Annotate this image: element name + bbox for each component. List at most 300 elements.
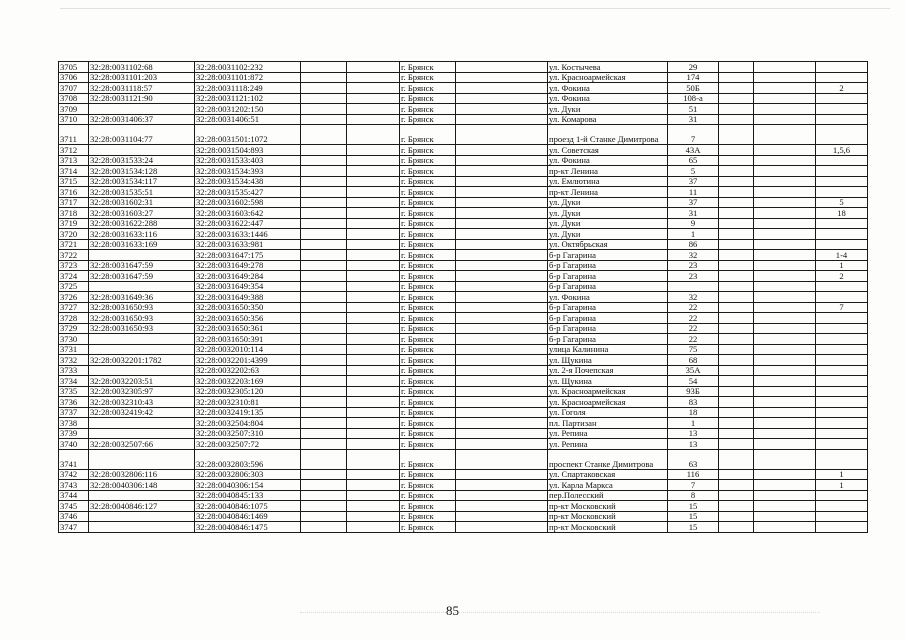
empty-cell	[754, 208, 816, 219]
street-cell: ул. Гоголя	[548, 407, 668, 418]
table-row	[59, 386, 868, 397]
empty-cell	[347, 302, 400, 313]
empty-cell	[719, 62, 754, 73]
land-cadastral-number: 32:28:0031650:93	[89, 323, 195, 334]
row-number: 3721	[59, 239, 89, 250]
city-cell: г. Брянск	[400, 418, 456, 429]
empty-cell	[347, 376, 400, 387]
empty-cell	[754, 197, 816, 208]
object-cadastral-number: 32:28:0040846:1469	[195, 511, 301, 522]
empty-cell	[719, 511, 754, 522]
house-cell: 108-а	[668, 93, 719, 104]
empty-cell	[301, 449, 347, 469]
empty-cell	[719, 469, 754, 480]
table-row	[59, 355, 868, 366]
city-cell: г. Брянск	[400, 313, 456, 324]
land-cadastral-number: 32:28:0031534:128	[89, 166, 195, 177]
land-cadastral-number: 32:28:0031647:59	[89, 271, 195, 282]
table-row	[59, 449, 868, 469]
empty-cell	[456, 145, 548, 156]
flat-cell	[816, 155, 868, 166]
street-cell: ул. Фокина	[548, 83, 668, 94]
city-cell: г. Брянск	[400, 355, 456, 366]
empty-cell	[456, 511, 548, 522]
house-cell: 35А	[668, 365, 719, 376]
row-number: 3707	[59, 83, 89, 94]
empty-cell	[301, 439, 347, 450]
city-cell: г. Брянск	[400, 490, 456, 501]
object-cadastral-number: 32:28:0031501:1072	[195, 125, 301, 145]
table-row	[59, 239, 868, 250]
row-number: 3711	[59, 125, 89, 145]
city-cell: г. Брянск	[400, 114, 456, 125]
object-cadastral-number: 32:28:0031650:391	[195, 334, 301, 345]
empty-cell	[347, 187, 400, 198]
empty-cell	[754, 439, 816, 450]
flat-cell	[816, 292, 868, 303]
empty-cell	[456, 449, 548, 469]
empty-cell	[347, 271, 400, 282]
row-number: 3717	[59, 197, 89, 208]
object-cadastral-number: 32:28:0031649:278	[195, 260, 301, 271]
empty-cell	[719, 239, 754, 250]
object-cadastral-number: 32:28:0032803:596	[195, 449, 301, 469]
table-row	[59, 260, 868, 271]
empty-cell	[754, 376, 816, 387]
house-cell: 15	[668, 501, 719, 512]
street-cell: б-р Гагарина	[548, 250, 668, 261]
land-cadastral-number	[89, 145, 195, 156]
house-cell: 31	[668, 114, 719, 125]
street-cell: ул. Дуки	[548, 218, 668, 229]
empty-cell	[754, 250, 816, 261]
land-cadastral-number	[89, 281, 195, 292]
empty-cell	[301, 469, 347, 480]
flat-cell	[816, 323, 868, 334]
house-cell: 22	[668, 334, 719, 345]
street-cell: б-р Гагарина	[548, 281, 668, 292]
empty-cell	[754, 218, 816, 229]
empty-cell	[456, 344, 548, 355]
row-number: 3712	[59, 145, 89, 156]
land-cadastral-number: 32:28:0031649:36	[89, 292, 195, 303]
house-cell: 22	[668, 323, 719, 334]
house-cell: 37	[668, 176, 719, 187]
street-cell: ул. Карла Маркса	[548, 480, 668, 491]
house-cell: 8	[668, 490, 719, 501]
row-number: 3730	[59, 334, 89, 345]
table-row	[59, 501, 868, 512]
city-cell: г. Брянск	[400, 239, 456, 250]
table-row	[59, 511, 868, 522]
table-row	[59, 104, 868, 115]
row-number: 3715	[59, 176, 89, 187]
street-cell: ул. Фокина	[548, 93, 668, 104]
empty-cell	[301, 334, 347, 345]
empty-cell	[719, 83, 754, 94]
flat-cell	[816, 229, 868, 240]
empty-cell	[347, 418, 400, 429]
empty-cell	[719, 376, 754, 387]
land-cadastral-number: 32:28:0032201:1782	[89, 355, 195, 366]
register-body	[59, 62, 868, 533]
empty-cell	[347, 313, 400, 324]
empty-cell	[754, 302, 816, 313]
empty-cell	[456, 469, 548, 480]
empty-cell	[301, 386, 347, 397]
empty-cell	[719, 72, 754, 83]
object-cadastral-number: 32:28:0031602:598	[195, 197, 301, 208]
street-cell: ул. Емлютина	[548, 176, 668, 187]
empty-cell	[754, 428, 816, 439]
city-cell: г. Брянск	[400, 93, 456, 104]
flat-cell	[816, 72, 868, 83]
street-cell: б-р Гагарина	[548, 271, 668, 282]
object-cadastral-number: 32:28:0040846:1475	[195, 522, 301, 533]
empty-cell	[456, 239, 548, 250]
empty-cell	[301, 397, 347, 408]
row-number: 3725	[59, 281, 89, 292]
empty-cell	[456, 104, 548, 115]
land-cadastral-number: 32:28:0031633:169	[89, 239, 195, 250]
city-cell: г. Брянск	[400, 501, 456, 512]
empty-cell	[301, 313, 347, 324]
empty-cell	[754, 344, 816, 355]
flat-cell	[816, 365, 868, 376]
empty-cell	[456, 250, 548, 261]
empty-cell	[347, 365, 400, 376]
city-cell: г. Брянск	[400, 292, 456, 303]
row-number: 3741	[59, 449, 89, 469]
land-cadastral-number: 32:28:0031101:203	[89, 72, 195, 83]
object-cadastral-number: 32:28:0032507:310	[195, 428, 301, 439]
empty-cell	[301, 208, 347, 219]
land-cadastral-number	[89, 250, 195, 261]
empty-cell	[347, 511, 400, 522]
empty-cell	[347, 397, 400, 408]
house-cell: 13	[668, 439, 719, 450]
empty-cell	[754, 145, 816, 156]
empty-cell	[754, 281, 816, 292]
empty-cell	[347, 155, 400, 166]
house-cell: 23	[668, 260, 719, 271]
table-row	[59, 197, 868, 208]
empty-cell	[719, 114, 754, 125]
street-cell: ул. Дуки	[548, 197, 668, 208]
empty-cell	[301, 229, 347, 240]
object-cadastral-number: 32:28:0031650:361	[195, 323, 301, 334]
table-row	[59, 114, 868, 125]
city-cell: г. Брянск	[400, 250, 456, 261]
house-cell: 11	[668, 187, 719, 198]
row-number: 3718	[59, 208, 89, 219]
empty-cell	[719, 449, 754, 469]
table-row	[59, 344, 868, 355]
empty-cell	[301, 187, 347, 198]
empty-cell	[456, 83, 548, 94]
row-number: 3745	[59, 501, 89, 512]
row-number: 3737	[59, 407, 89, 418]
empty-cell	[754, 271, 816, 282]
house-cell: 86	[668, 239, 719, 250]
empty-cell	[456, 439, 548, 450]
empty-cell	[719, 355, 754, 366]
city-cell: г. Брянск	[400, 281, 456, 292]
flat-cell	[816, 104, 868, 115]
empty-cell	[719, 208, 754, 219]
empty-cell	[301, 104, 347, 115]
empty-cell	[456, 376, 548, 387]
land-cadastral-number: 32:28:0031633:116	[89, 229, 195, 240]
empty-cell	[347, 197, 400, 208]
empty-cell	[301, 480, 347, 491]
empty-cell	[754, 187, 816, 198]
city-cell: г. Брянск	[400, 125, 456, 145]
empty-cell	[347, 104, 400, 115]
flat-cell	[816, 313, 868, 324]
row-number: 3743	[59, 480, 89, 491]
empty-cell	[301, 490, 347, 501]
row-number: 3723	[59, 260, 89, 271]
empty-cell	[754, 490, 816, 501]
flat-cell	[816, 386, 868, 397]
empty-cell	[754, 522, 816, 533]
empty-cell	[301, 292, 347, 303]
city-cell: г. Брянск	[400, 469, 456, 480]
table-row	[59, 83, 868, 94]
flat-cell: 1	[816, 260, 868, 271]
land-cadastral-number	[89, 490, 195, 501]
row-number: 3716	[59, 187, 89, 198]
object-cadastral-number: 32:28:0031633:981	[195, 239, 301, 250]
land-cadastral-number: 32:28:0031535:51	[89, 187, 195, 198]
table-row	[59, 72, 868, 83]
street-cell: ул. Щукина	[548, 376, 668, 387]
row-number: 3719	[59, 218, 89, 229]
flat-cell: 2	[816, 83, 868, 94]
flat-cell	[816, 114, 868, 125]
table-row	[59, 292, 868, 303]
house-cell: 23	[668, 271, 719, 282]
city-cell: г. Брянск	[400, 365, 456, 376]
empty-cell	[719, 218, 754, 229]
object-cadastral-number: 32:28:0031622:447	[195, 218, 301, 229]
land-cadastral-number	[89, 449, 195, 469]
flat-cell: 18	[816, 208, 868, 219]
object-cadastral-number: 32:28:0031649:388	[195, 292, 301, 303]
empty-cell	[456, 125, 548, 145]
object-cadastral-number: 32:28:0031534:438	[195, 176, 301, 187]
empty-cell	[719, 302, 754, 313]
flat-cell	[816, 62, 868, 73]
city-cell: г. Брянск	[400, 229, 456, 240]
flat-cell	[816, 281, 868, 292]
land-cadastral-number: 32:28:0031650:93	[89, 313, 195, 324]
street-cell: проезд 1-й Станке Димитрова	[548, 125, 668, 145]
empty-cell	[754, 469, 816, 480]
empty-cell	[754, 397, 816, 408]
flat-cell: 1	[816, 469, 868, 480]
table-row	[59, 469, 868, 480]
house-cell: 37	[668, 197, 719, 208]
empty-cell	[754, 313, 816, 324]
house-cell: 1	[668, 229, 719, 240]
house-cell: 93Б	[668, 386, 719, 397]
object-cadastral-number: 32:28:0032806:303	[195, 469, 301, 480]
land-cadastral-number	[89, 522, 195, 533]
land-cadastral-number: 32:28:0032310:43	[89, 397, 195, 408]
empty-cell	[719, 229, 754, 240]
empty-cell	[301, 62, 347, 73]
empty-cell	[347, 229, 400, 240]
table-row	[59, 428, 868, 439]
flat-cell	[816, 418, 868, 429]
land-cadastral-number: 32:28:0040306:148	[89, 480, 195, 491]
table-row	[59, 208, 868, 219]
flat-cell	[816, 449, 868, 469]
house-cell: 32	[668, 250, 719, 261]
empty-cell	[347, 490, 400, 501]
flat-cell: 1	[816, 480, 868, 491]
house-cell: 15	[668, 522, 719, 533]
house-cell: 116	[668, 469, 719, 480]
empty-cell	[347, 386, 400, 397]
land-cadastral-number	[89, 418, 195, 429]
empty-cell	[301, 355, 347, 366]
object-cadastral-number: 32:28:0031650:350	[195, 302, 301, 313]
house-cell: 32	[668, 292, 719, 303]
empty-cell	[754, 480, 816, 491]
empty-cell	[347, 522, 400, 533]
empty-cell	[754, 386, 816, 397]
empty-cell	[347, 208, 400, 219]
house-cell: 29	[668, 62, 719, 73]
city-cell: г. Брянск	[400, 187, 456, 198]
city-cell: г. Брянск	[400, 480, 456, 491]
land-cadastral-number	[89, 344, 195, 355]
house-cell: 51	[668, 104, 719, 115]
land-cadastral-number: 32:28:0031534:117	[89, 176, 195, 187]
empty-cell	[719, 428, 754, 439]
empty-cell	[347, 469, 400, 480]
empty-cell	[719, 145, 754, 156]
empty-cell	[754, 407, 816, 418]
street-cell: ул. Красноармейская	[548, 72, 668, 83]
empty-cell	[754, 155, 816, 166]
empty-cell	[301, 501, 347, 512]
house-cell: 50Б	[668, 83, 719, 94]
empty-cell	[347, 83, 400, 94]
empty-cell	[347, 439, 400, 450]
house-cell: 54	[668, 376, 719, 387]
empty-cell	[719, 480, 754, 491]
land-cadastral-number: 32:28:0031603:27	[89, 208, 195, 219]
land-cadastral-number: 32:28:0031622:288	[89, 218, 195, 229]
land-cadastral-number: 32:28:0031121:90	[89, 93, 195, 104]
empty-cell	[719, 250, 754, 261]
street-cell: ул. Красноармейская	[548, 386, 668, 397]
table-row	[59, 376, 868, 387]
city-cell: г. Брянск	[400, 511, 456, 522]
table-row	[59, 480, 868, 491]
land-cadastral-number	[89, 104, 195, 115]
object-cadastral-number: 32:28:0032202:63	[195, 365, 301, 376]
land-cadastral-number: 32:28:0031533:24	[89, 155, 195, 166]
land-cadastral-number	[89, 365, 195, 376]
flat-cell	[816, 397, 868, 408]
flat-cell	[816, 522, 868, 533]
empty-cell	[456, 355, 548, 366]
empty-cell	[754, 511, 816, 522]
city-cell: г. Брянск	[400, 271, 456, 282]
street-cell: пр-кт Ленина	[548, 187, 668, 198]
table-row	[59, 229, 868, 240]
city-cell: г. Брянск	[400, 197, 456, 208]
empty-cell	[456, 397, 548, 408]
empty-cell	[347, 501, 400, 512]
empty-cell	[456, 501, 548, 512]
flat-cell	[816, 125, 868, 145]
empty-cell	[754, 62, 816, 73]
street-cell: б-р Гагарина	[548, 313, 668, 324]
land-cadastral-number: 32:28:0032305:97	[89, 386, 195, 397]
object-cadastral-number: 32:28:0032203:169	[195, 376, 301, 387]
land-cadastral-number: 32:28:0031102:68	[89, 62, 195, 73]
table-row	[59, 281, 868, 292]
empty-cell	[347, 176, 400, 187]
empty-cell	[754, 176, 816, 187]
house-cell: 174	[668, 72, 719, 83]
flat-cell	[816, 355, 868, 366]
street-cell: ул. Октябрьская	[548, 239, 668, 250]
empty-cell	[456, 407, 548, 418]
city-cell: г. Брянск	[400, 334, 456, 345]
object-cadastral-number: 32:28:0031406:51	[195, 114, 301, 125]
empty-cell	[347, 239, 400, 250]
empty-cell	[347, 449, 400, 469]
flat-cell	[816, 376, 868, 387]
row-number: 3727	[59, 302, 89, 313]
empty-cell	[456, 418, 548, 429]
flat-cell	[816, 501, 868, 512]
empty-cell	[347, 407, 400, 418]
street-cell: пер.Полесский	[548, 490, 668, 501]
scan-edge-line	[60, 8, 890, 9]
empty-cell	[754, 449, 816, 469]
land-cadastral-number: 32:28:0031650:93	[89, 302, 195, 313]
object-cadastral-number: 32:28:0031102:232	[195, 62, 301, 73]
row-number: 3746	[59, 511, 89, 522]
empty-cell	[719, 155, 754, 166]
table-row	[59, 93, 868, 104]
house-cell: 75	[668, 344, 719, 355]
house-cell: 63	[668, 449, 719, 469]
empty-cell	[347, 166, 400, 177]
object-cadastral-number: 32:28:0031504:893	[195, 145, 301, 156]
object-cadastral-number: 32:28:0031649:354	[195, 281, 301, 292]
city-cell: г. Брянск	[400, 386, 456, 397]
empty-cell	[456, 490, 548, 501]
empty-cell	[719, 439, 754, 450]
flat-cell	[816, 407, 868, 418]
empty-cell	[754, 125, 816, 145]
land-cadastral-number: 32:28:0031104:77	[89, 125, 195, 145]
empty-cell	[754, 93, 816, 104]
empty-cell	[347, 323, 400, 334]
empty-cell	[456, 313, 548, 324]
street-cell: ул. Костычева	[548, 62, 668, 73]
house-cell: 22	[668, 313, 719, 324]
